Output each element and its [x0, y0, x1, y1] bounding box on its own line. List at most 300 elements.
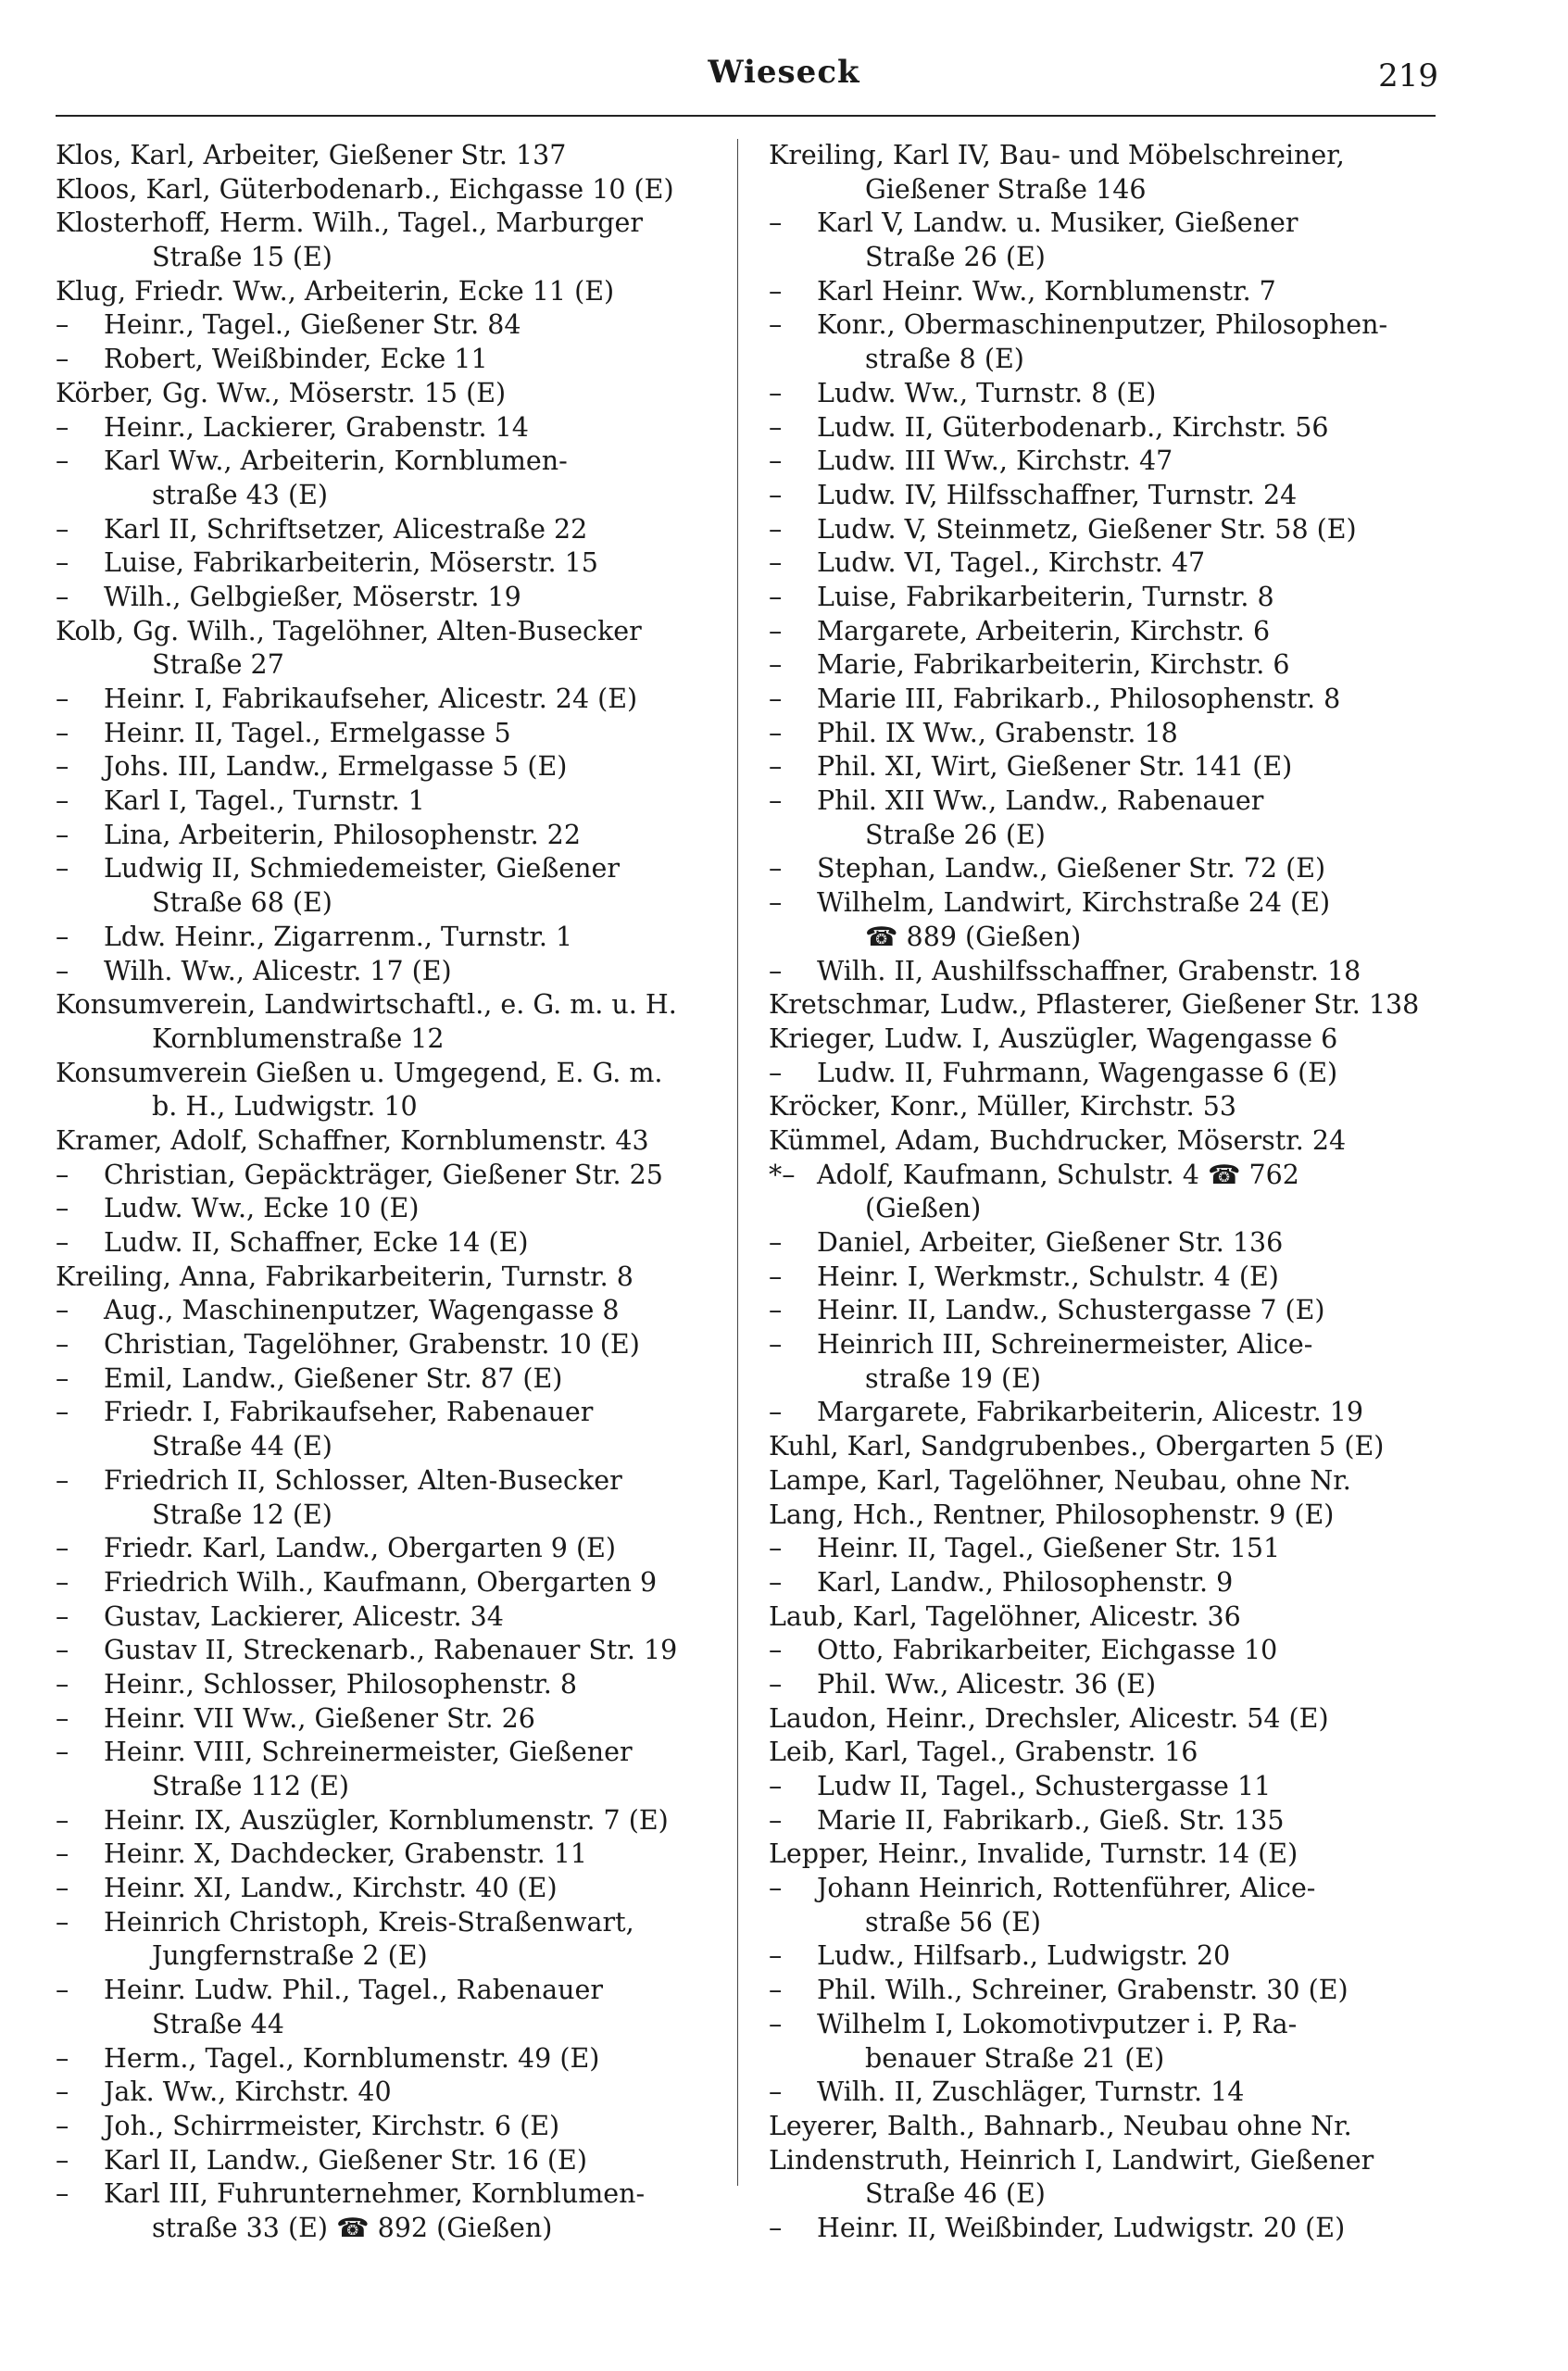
entry-text: Margarete, Fabrikarbeiterin, Alicestr. 19: [817, 1397, 1364, 1428]
entry-dash-marker: –: [56, 1159, 69, 1190]
entry-text: Johs. III, Landw., Ermelgasse 5 (E): [104, 751, 568, 783]
entry-text: Straße 26 (E): [865, 242, 1046, 273]
entry-text: Phil. XII Ww., Landw., Rabenauer: [817, 785, 1264, 817]
entry-dash-marker: –: [56, 921, 69, 952]
entry-dash-marker: –: [769, 649, 783, 681]
directory-entry-line: [769, 139, 1436, 173]
entry-text: Kloos, Karl, Güterbodenarb., Eichgasse 10 (E): [56, 173, 674, 205]
column-divider: [737, 139, 738, 2186]
directory-entry-line: [769, 683, 1436, 717]
directory-entry-line: [769, 1090, 1436, 1124]
entry-text: Wilh. II, Aushilfsschaffner, Grabenstr. 18: [817, 955, 1361, 986]
entry-dash-marker: –: [56, 751, 69, 783]
entry-text: straße 8 (E): [865, 344, 1024, 375]
entry-text: Ludw., Hilfsarb., Ludwigstr. 20: [817, 1940, 1231, 1972]
directory-entry-line: [56, 1668, 722, 1702]
entry-text: Gustav, Lackierer, Alicestr. 34: [104, 1600, 504, 1632]
entry-text: Kretschmar, Ludw., Pflasterer, Gießener Str. 138: [769, 989, 1420, 1021]
directory-entry-line: [769, 988, 1436, 1022]
entry-text: Karl, Landw., Philosophenstr. 9: [817, 1566, 1234, 1598]
directory-entry-line: [769, 1192, 1436, 1226]
directory-entry-line: [769, 1430, 1436, 1464]
directory-entry-line: [56, 173, 722, 207]
entry-text: Ludw. Ww., Turnstr. 8 (E): [817, 377, 1157, 408]
directory-entry-line: [56, 1532, 722, 1566]
entry-text: Wilh. II, Zuschläger, Turnstr. 14: [817, 2076, 1245, 2108]
directory-entry-line: [56, 1906, 722, 1940]
page-number: 219: [1378, 57, 1438, 94]
entry-text: Otto, Fabrikarbeiter, Eichgasse 10: [817, 1635, 1278, 1666]
directory-entry-line: [769, 308, 1436, 343]
entry-text: Straße 26 (E): [865, 819, 1046, 850]
entry-text: Karl V, Landw. u. Musiker, Gießener: [817, 207, 1298, 239]
entry-text: Straße 44: [152, 2008, 284, 2039]
entry-text: Heinr., Tagel., Gießener Str. 84: [104, 309, 521, 341]
directory-entry-line: [56, 1022, 722, 1057]
entry-text: Straße 68 (E): [152, 887, 332, 919]
directory-entry-line: [769, 1634, 1436, 1668]
directory-entry-line: [769, 2110, 1436, 2144]
directory-entry-line: [769, 445, 1436, 479]
directory-entry-line: [56, 1939, 722, 1974]
directory-entry-line: [769, 886, 1436, 921]
directory-entry-line: [56, 1294, 722, 1328]
entry-dash-marker: –: [56, 1702, 69, 1734]
entry-text: straße 19 (E): [865, 1362, 1042, 1394]
entry-text: Heinr. II, Weißbinder, Ludwigstr. 20 (E): [817, 2212, 1346, 2243]
page-title: Wieseck: [708, 54, 860, 91]
entry-dash-marker: –: [769, 1635, 783, 1666]
entry-dash-marker: –: [56, 955, 69, 986]
directory-entry-line: [56, 1634, 722, 1668]
directory-entry-line: [56, 1566, 722, 1600]
entry-text: Lindenstruth, Heinrich I, Landwirt, Gießener: [769, 2144, 1374, 2176]
directory-entry-line: [56, 2212, 722, 2246]
directory-entry-line: [769, 1939, 1436, 1974]
entry-text: Jak. Ww., Kirchstr. 40: [104, 2076, 392, 2108]
directory-entry-line: [56, 1226, 722, 1261]
directory-entry-line: [56, 1464, 722, 1499]
entry-text: Leyerer, Balth., Bahnarb., Neubau ohne Nr.: [769, 2110, 1352, 2141]
entry-text: Heinrich Christoph, Kreis-Straßenwart,: [104, 1906, 634, 1938]
entry-text: Kümmel, Adam, Buchdrucker, Möserstr. 24: [769, 1124, 1347, 1156]
directory-entry-line: [769, 1124, 1436, 1159]
entry-dash-marker: –: [769, 1975, 783, 2006]
directory-entry-line: [769, 717, 1436, 751]
entry-text: Krieger, Ludw. I, Auszügler, Wagengasse 6: [769, 1022, 1338, 1054]
directory-entry-line: [769, 921, 1436, 955]
entry-text: Friedrich Wilh., Kaufmann, Obergarten 9: [104, 1566, 658, 1598]
directory-entry-line: [769, 955, 1436, 989]
entry-dash-marker: –: [56, 2144, 69, 2176]
entry-text: Herm., Tagel., Kornblumenstr. 49 (E): [104, 2042, 600, 2074]
entry-text: Ludw. II, Güterbodenarb., Kirchstr. 56: [817, 411, 1329, 443]
directory-entry-line: [56, 1804, 722, 1838]
entry-dash-marker: –: [769, 785, 783, 817]
entry-dash-marker: –: [769, 887, 783, 919]
entry-dash-marker: –: [56, 684, 69, 714]
entry-dash-marker: –: [56, 1362, 69, 1394]
entry-dash-marker: –: [769, 1329, 783, 1361]
directory-entry-line: [769, 1838, 1436, 1872]
directory-entry-line: [56, 1702, 722, 1737]
directory-entry-line: [56, 581, 722, 615]
directory-entry-line: [769, 275, 1436, 309]
directory-entry-line: [56, 955, 722, 989]
entry-text: benauer Straße 21 (E): [865, 2042, 1165, 2074]
entry-dash-marker: –: [769, 1940, 783, 1972]
entry-text: Straße 44 (E): [152, 1431, 332, 1462]
directory-entry-line: [769, 1770, 1436, 1804]
entry-dash-marker: –: [769, 615, 783, 646]
directory-entry-line: [769, 479, 1436, 513]
directory-entry-line: [769, 173, 1436, 207]
entry-dash-marker: –: [769, 207, 783, 239]
entry-text: Karl II, Schriftsetzer, Alicestraße 22: [104, 513, 588, 545]
entry-dash-marker: –: [56, 1227, 69, 1258]
directory-entry-line: [769, 2177, 1436, 2212]
entry-text: Karl I, Tagel., Turnstr. 1: [104, 785, 425, 817]
directory-entry-line: [769, 1499, 1436, 1533]
entry-text: Christian, Gepäckträger, Gießener Str. 25: [104, 1159, 663, 1190]
entry-text: Phil. XI, Wirt, Gießener Str. 141 (E): [817, 751, 1293, 783]
entry-text: Straße 112 (E): [152, 1771, 350, 1801]
entry-text: Lepper, Heinr., Invalide, Turnstr. 14 (E): [769, 1838, 1298, 1870]
entry-text: Heinr. X, Dachdecker, Grabenstr. 11: [104, 1838, 587, 1870]
entry-text: Ludw. II, Schaffner, Ecke 14 (E): [104, 1227, 529, 1258]
entry-dash-marker: –: [56, 1329, 69, 1361]
entry-text: Ludw. VI, Tagel., Kirchstr. 47: [817, 547, 1206, 579]
entry-dash-marker: –: [56, 1635, 69, 1666]
entry-text: Konsumverein Gießen u. Umgegend, E. G. m.: [56, 1057, 663, 1088]
directory-entry-line: [769, 1261, 1436, 1295]
directory-entry-line: [769, 1022, 1436, 1057]
entry-text: Adolf, Kaufmann, Schulstr. 4 ☎ 762: [817, 1159, 1299, 1190]
entry-text: Ludw. III Ww., Kirchstr. 47: [817, 445, 1173, 477]
entry-text: straße 43 (E): [152, 479, 329, 510]
entry-text: Joh., Schirrmeister, Kirchstr. 6 (E): [104, 2110, 560, 2141]
directory-entry-line: [769, 1872, 1436, 1906]
directory-entry-line: [56, 1736, 722, 1770]
entry-text: Laudon, Heinr., Drechsler, Alicestr. 54 (E): [769, 1702, 1329, 1734]
entry-text: Straße 12 (E): [152, 1499, 332, 1530]
directory-entry-line: [56, 1124, 722, 1159]
entry-text: Kröcker, Konr., Müller, Kirchstr. 53: [769, 1091, 1237, 1123]
entry-dash-marker: –: [56, 2110, 69, 2141]
entry-text: Laub, Karl, Tagelöhner, Alicestr. 36: [769, 1600, 1241, 1632]
entry-text: (Gießen): [865, 1193, 982, 1224]
entry-text: Heinr., Lackierer, Grabenstr. 14: [104, 411, 529, 443]
directory-entry-line: [56, 2177, 722, 2212]
entry-text: Phil. Wilh., Schreiner, Grabenstr. 30 (E): [817, 1975, 1348, 2006]
directory-entry-line: [769, 377, 1436, 411]
entry-text: Heinr. Ludw. Phil., Tagel., Rabenauer: [104, 1975, 603, 2006]
entry-dash-marker: –: [769, 547, 783, 579]
directory-entry-line: [769, 1974, 1436, 2008]
entry-text: Konr., Obermaschinenputzer, Philosophen-: [817, 309, 1388, 341]
directory-entry-line: [56, 1872, 722, 1906]
entry-text: Wilhelm I, Lokomotivputzer i. P, Ra-: [817, 2008, 1298, 2039]
entry-text: Heinr. I, Werkmstr., Schulstr. 4 (E): [817, 1261, 1279, 1292]
entry-dash-marker: –: [56, 1906, 69, 1938]
directory-entry-line: [56, 1396, 722, 1430]
entry-dash-marker: –: [56, 1295, 69, 1326]
entry-dash-marker: –: [56, 785, 69, 817]
entry-text: Kornblumenstraße 12: [152, 1022, 445, 1054]
entry-text: Heinr. II, Tagel., Ermelgasse 5: [104, 717, 511, 748]
directory-entry-line: [56, 513, 722, 547]
directory-entry-line: [56, 139, 722, 173]
entry-dash-marker: –: [56, 1737, 69, 1768]
entry-dash-marker: –: [769, 2212, 783, 2243]
directory-entry-line: [56, 1057, 722, 1091]
entry-text: Heinr. II, Landw., Schustergasse 7 (E): [817, 1295, 1325, 1326]
directory-entry-line: [769, 1600, 1436, 1635]
directory-entry-line: [56, 308, 722, 343]
entry-text: Klosterhoff, Herm. Wilh., Tagel., Marburger: [56, 207, 643, 239]
entry-text: Straße 15 (E): [152, 242, 332, 273]
entry-dash-marker: –: [769, 955, 783, 986]
entry-text: ☎ 889 (Gießen): [865, 921, 1082, 952]
entry-dash-marker: –: [769, 309, 783, 341]
entry-text: Heinr., Schlosser, Philosophenstr. 8: [104, 1668, 578, 1700]
entry-dash-marker: –: [769, 513, 783, 545]
entry-text: Friedrich II, Schlosser, Alten-Busecker: [104, 1464, 622, 1496]
directory-entry-line: [769, 1057, 1436, 1091]
directory-entry-line: [56, 241, 722, 275]
entry-text: Konsumverein, Landwirtschaftl., e. G. m. u. H.: [56, 989, 677, 1021]
directory-entry-line: [56, 819, 722, 853]
entry-text: Wilh. Ww., Alicestr. 17 (E): [104, 955, 452, 986]
entry-text: Luise, Fabrikarbeiterin, Turnstr. 8: [817, 581, 1274, 612]
entry-text: Jungfernstraße 2 (E): [152, 1940, 428, 1972]
directory-entry-line: [56, 1328, 722, 1362]
entry-dash-marker: –: [769, 1804, 783, 1836]
entry-text: Phil. IX Ww., Grabenstr. 18: [817, 717, 1178, 748]
entry-dash-marker: –: [56, 1873, 69, 1904]
entry-text: Heinr. VIII, Schreinermeister, Gießener: [104, 1737, 633, 1768]
entry-dash-marker: –: [769, 479, 783, 510]
entry-dash-marker: –: [769, 1397, 783, 1428]
entry-dash-marker: –: [769, 581, 783, 612]
entry-text: Heinr. VII Ww., Gießener Str. 26: [104, 1702, 535, 1734]
directory-entry-line: [56, 377, 722, 411]
entry-dash-marker: –: [769, 1873, 783, 1904]
entry-dash-marker: –: [56, 1397, 69, 1428]
directory-entry-line: [56, 615, 722, 649]
entry-text: Emil, Landw., Gießener Str. 87 (E): [104, 1362, 563, 1394]
entry-text: Marie II, Fabrikarb., Gieß. Str. 135: [817, 1804, 1285, 1836]
directory-entry-line: [56, 1838, 722, 1872]
directory-entry-line: [56, 1430, 722, 1464]
entry-text: Friedr. I, Fabrikaufseher, Rabenauer: [104, 1397, 594, 1428]
directory-entry-line: [56, 1090, 722, 1124]
directory-entry-line: [769, 343, 1436, 377]
entry-text: Leib, Karl, Tagel., Grabenstr. 16: [769, 1737, 1198, 1768]
directory-entry-line: [769, 2008, 1436, 2042]
entry-dash-marker: –: [769, 1668, 783, 1700]
entry-dash-marker: –: [769, 1533, 783, 1564]
entry-dash-marker: –: [769, 377, 783, 408]
directory-entry-line: [769, 1702, 1436, 1737]
entry-text: Kuhl, Karl, Sandgrubenbes., Obergarten 5 (E): [769, 1431, 1385, 1462]
directory-entry-line: [769, 1294, 1436, 1328]
entry-dash-marker: –: [769, 717, 783, 748]
entry-text: Gustav II, Streckenarb., Rabenauer Str. 19: [104, 1635, 678, 1666]
entry-text: Karl Heinr. Ww., Kornblumenstr. 7: [817, 275, 1276, 307]
directory-entry-line: [56, 275, 722, 309]
directory-entry-line: [769, 784, 1436, 819]
entry-dash-marker: –: [769, 1566, 783, 1598]
directory-entry-line: [56, 750, 722, 784]
entry-text: Aug., Maschinenputzer, Wagengasse 8: [104, 1295, 620, 1326]
directory-entry-line: [769, 1226, 1436, 1261]
right-column: [769, 115, 1436, 2246]
directory-entry-line: [56, 2042, 722, 2076]
directory-entry-line: [56, 1974, 722, 2008]
entry-dash-marker: –: [769, 1261, 783, 1292]
directory-entry-line: [56, 1600, 722, 1635]
entry-dash-marker: –: [56, 445, 69, 477]
directory-entry-line: [769, 207, 1436, 241]
directory-entry-line: [56, 852, 722, 886]
directory-entry-line: [769, 1668, 1436, 1702]
directory-entry-line: [769, 1804, 1436, 1838]
directory-entry-line: [56, 445, 722, 479]
directory-entry-line: [56, 683, 722, 717]
entry-text: Ludw. II, Fuhrmann, Wagengasse 6 (E): [817, 1057, 1338, 1088]
entry-dash-marker: –: [56, 1804, 69, 1836]
entry-text: Marie, Fabrikarbeiterin, Kirchstr. 6: [817, 649, 1290, 681]
directory-entry-line: [56, 1770, 722, 1804]
entry-text: Ldw. Heinr., Zigarrenm., Turnstr. 1: [104, 921, 573, 952]
directory-entry-line: [769, 2076, 1436, 2110]
entry-text: Klos, Karl, Arbeiter, Gießener Str. 137: [56, 140, 567, 170]
entry-dash-marker: –: [769, 684, 783, 714]
directory-entry-line: [56, 886, 722, 921]
entry-text: Karl II, Landw., Gießener Str. 16 (E): [104, 2144, 587, 2176]
directory-entry-line: [56, 1192, 722, 1226]
entry-text: Daniel, Arbeiter, Gießener Str. 136: [817, 1227, 1284, 1258]
entry-dash-marker: –: [769, 2008, 783, 2039]
entry-text: Körber, Gg. Ww., Möserstr. 15 (E): [56, 377, 507, 408]
entry-dash-marker: –: [56, 513, 69, 545]
entry-text: Heinr. I, Fabrikaufseher, Alicestr. 24 (E): [104, 684, 638, 714]
entry-dash-marker: –: [56, 819, 69, 850]
entry-text: Wilh., Gelbgießer, Möserstr. 19: [104, 581, 521, 612]
directory-entry-line: [56, 411, 722, 445]
entry-text: Ludwig II, Schmiedemeister, Gießener: [104, 853, 620, 884]
entry-text: Robert, Weißbinder, Ecke 11: [104, 344, 488, 375]
entry-text: Kreiling, Karl IV, Bau- und Möbelschreiner,: [769, 140, 1345, 170]
entry-text: straße 33 (E) ☎ 892 (Gießen): [152, 2212, 553, 2243]
entry-text: Ludw II, Tagel., Schustergasse 11: [817, 1771, 1272, 1801]
directory-entry-line: [769, 241, 1436, 275]
directory-entry-line: [56, 207, 722, 241]
entry-dash-marker: –: [56, 717, 69, 748]
directory-entry-line: [769, 1566, 1436, 1600]
directory-entry-line: [56, 2008, 722, 2042]
entry-text: Kreiling, Anna, Fabrikarbeiterin, Turnstr. 8: [56, 1261, 633, 1292]
entry-dash-marker: –: [56, 2178, 69, 2210]
entry-dash-marker: –: [56, 2076, 69, 2108]
entry-dash-marker: –: [56, 309, 69, 341]
directory-entry-line: [56, 546, 722, 581]
directory-entry-line: [56, 2144, 722, 2178]
directory-entry-line: [769, 1159, 1436, 1193]
directory-entry-line: [769, 2212, 1436, 2246]
directory-entry-line: [56, 784, 722, 819]
directory-entry-line: [769, 1736, 1436, 1770]
directory-entry-line: [56, 648, 722, 683]
directory-entry-line: [56, 479, 722, 513]
directory-entry-line: [769, 2042, 1436, 2076]
entry-dash-marker: –: [769, 2076, 783, 2108]
entry-dash-marker: *–: [769, 1159, 796, 1190]
entry-dash-marker: –: [56, 1566, 69, 1598]
entry-text: Kolb, Gg. Wilh., Tagelöhner, Alten-Busecker: [56, 615, 642, 646]
directory-entry-line: [56, 717, 722, 751]
entry-text: Karl III, Fuhrunternehmer, Kornblumen-: [104, 2178, 646, 2210]
entry-dash-marker: –: [56, 1533, 69, 1564]
directory-entry-line: [769, 1464, 1436, 1499]
entry-text: Heinrich III, Schreinermeister, Alice-: [817, 1329, 1313, 1361]
entry-dash-marker: –: [56, 1838, 69, 1870]
directory-entry-line: [769, 1906, 1436, 1940]
entry-text: Straße 27: [152, 649, 284, 681]
directory-entry-line: [769, 546, 1436, 581]
directory-entry-line: [56, 2076, 722, 2110]
entry-dash-marker: –: [56, 581, 69, 612]
entry-text: Lang, Hch., Rentner, Philosophenstr. 9 (E): [769, 1499, 1335, 1530]
entry-dash-marker: –: [769, 1057, 783, 1088]
entry-dash-marker: –: [769, 1295, 783, 1326]
directory-entry-line: [56, 1261, 722, 1295]
entry-text: b. H., Ludwigstr. 10: [152, 1091, 418, 1123]
entry-text: Klug, Friedr. Ww., Arbeiterin, Ecke 11 (E): [56, 275, 615, 307]
directory-entry-line: [769, 1328, 1436, 1362]
entry-dash-marker: –: [769, 751, 783, 783]
entry-dash-marker: –: [769, 853, 783, 884]
entry-text: Ludw. Ww., Ecke 10 (E): [104, 1193, 420, 1224]
entry-text: Johann Heinrich, Rottenführer, Alice-: [817, 1873, 1316, 1904]
entry-dash-marker: –: [56, 411, 69, 443]
directory-entry-line: [56, 921, 722, 955]
directory-entry-line: [56, 988, 722, 1022]
entry-text: Kramer, Adolf, Schaffner, Kornblumenstr. 43: [56, 1124, 649, 1156]
directory-entry-line: [769, 648, 1436, 683]
entry-text: Heinr. IX, Auszügler, Kornblumenstr. 7 (E): [104, 1804, 669, 1836]
directory-entry-line: [56, 2110, 722, 2144]
directory-entry-line: [769, 750, 1436, 784]
directory-entry-line: [56, 1499, 722, 1533]
directory-entry-line: [769, 819, 1436, 853]
directory-entry-line: [56, 1362, 722, 1397]
entry-dash-marker: –: [769, 1771, 783, 1801]
directory-entry-line: [769, 1396, 1436, 1430]
directory-entry-line: [56, 343, 722, 377]
entry-dash-marker: –: [56, 1668, 69, 1700]
entry-text: Phil. Ww., Alicestr. 36 (E): [817, 1668, 1157, 1700]
entry-dash-marker: –: [56, 1600, 69, 1632]
directory-entry-line: [769, 411, 1436, 445]
entry-text: Heinr. XI, Landw., Kirchstr. 40 (E): [104, 1873, 558, 1904]
directory-entry-line: [769, 1532, 1436, 1566]
directory-entry-line: [769, 615, 1436, 649]
entry-text: Marie III, Fabrikarb., Philosophenstr. 8: [817, 684, 1341, 714]
entry-text: Luise, Fabrikarbeiterin, Möserstr. 15: [104, 547, 598, 579]
entry-text: Friedr. Karl, Landw., Obergarten 9 (E): [104, 1533, 617, 1564]
